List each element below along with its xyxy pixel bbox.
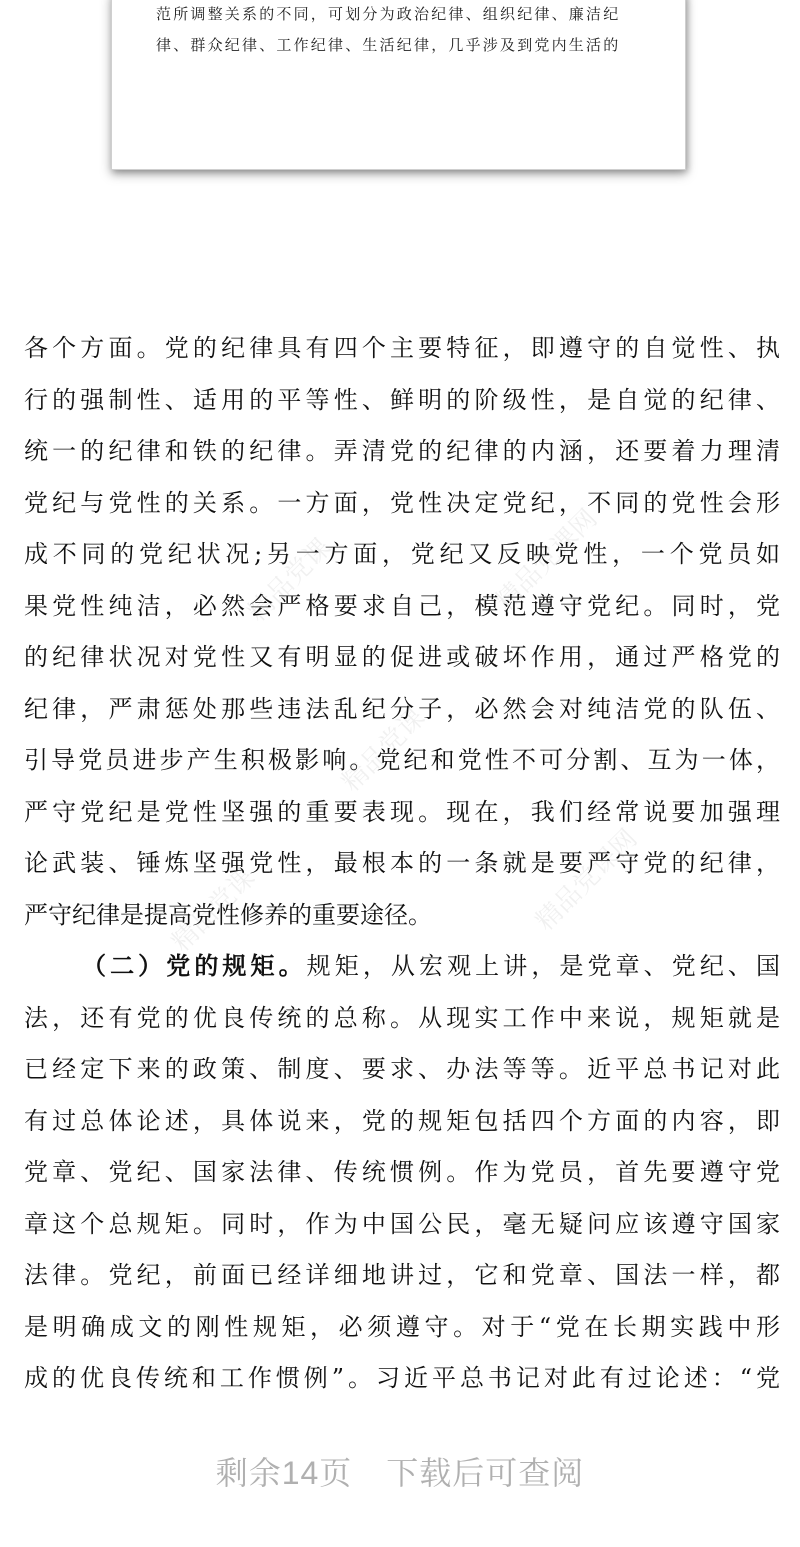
text-line: 是明确成文的刚性规矩，必须遵守。对于“党在长期实践中形 bbox=[24, 1312, 780, 1341]
text-line: 引导党员进步产生积极影响。党纪和党性不可分割、互为一体， bbox=[24, 746, 780, 774]
text-line: 统一的纪律和铁的纪律。弄清党的纪律的内涵，还要着力理清 bbox=[24, 437, 780, 465]
section-heading: （二）党的规矩。 bbox=[82, 951, 307, 980]
watermark: 精品党课网 bbox=[490, 503, 604, 617]
preview-line-2: 律、群众纪律、工作纪律、生活纪律，几乎涉及到党内生活的 bbox=[156, 36, 621, 54]
preview-page-card bbox=[111, 0, 686, 170]
text-line: 的纪律状况对党性又有明显的促进或破坏作用，通过严格党的 bbox=[24, 643, 780, 671]
text-line: 纪律，严肃惩处那些违法乱纪分子，必然会对纯洁党的队伍、 bbox=[24, 694, 780, 723]
text-line: 有过总体论述，具体说来，党的规矩包括四个方面的内容，即 bbox=[24, 1106, 780, 1135]
text-line: 党纪与党性的关系。一方面，党性决定党纪，不同的党性会形 bbox=[24, 488, 780, 517]
watermark: 精品党课 bbox=[336, 702, 432, 798]
section-heading-rest: 规矩，从宏观上讲，是党章、党纪、国 bbox=[306, 952, 781, 980]
text-line: 法律。党纪，前面已经详细地讲过，它和党章、国法一样，都 bbox=[24, 1261, 780, 1289]
text-line: 论武装、锤炼坚强党性，最根本的一条就是要严守党的纪律， bbox=[24, 849, 780, 877]
text-line: 章这个总规矩。同时，作为中国公民，毫无疑问应该遵守国家 bbox=[24, 1209, 780, 1238]
remaining-pages-notice[interactable] bbox=[0, 1448, 800, 1494]
watermark: 精品党课 bbox=[242, 532, 338, 628]
text-line: 成不同的党纪状况;另一方面，党纪又反映党性，一个党员如 bbox=[24, 540, 780, 568]
text-line: 严守纪律是提高党性修养的重要途径。 bbox=[24, 900, 432, 929]
download-to-view-label: 下载后可查阅 bbox=[386, 1455, 585, 1491]
text-line: 各个方面。党的纪律具有四个主要特征，即遵守的自觉性、执 bbox=[24, 334, 780, 362]
text-line: 果党性纯洁，必然会严格要求自己，模范遵守党纪。同时，党 bbox=[24, 591, 780, 620]
remaining-pages-count: 剩余14页 bbox=[215, 1455, 353, 1491]
text-line: 法，还有党的优良传统的总称。从现实工作中来说，规矩就是 bbox=[24, 1003, 780, 1032]
watermark: 精品党课 bbox=[166, 862, 262, 958]
section-heading-line bbox=[24, 948, 780, 1000]
watermark: 精品党课网 bbox=[530, 823, 644, 937]
text-line: 党章、党纪、国家法律、传统惯例。作为党员，首先要遵守党 bbox=[24, 1158, 780, 1186]
text-line: 严守党纪是党性坚强的重要表现。现在，我们经常说要加强理 bbox=[24, 797, 780, 826]
document-body bbox=[24, 330, 780, 1412]
text-line: 行的强制性、适用的平等性、鲜明的阶级性，是自觉的纪律、 bbox=[24, 385, 780, 414]
text-line: 成的优良传统和工作惯例”。习近平总书记对此有过论述：“党 bbox=[24, 1364, 780, 1392]
preview-line-1: 范所调整关系的不同，可划分为政治纪律、组织纪律、廉洁纪 bbox=[156, 5, 621, 23]
text-line: 已经定下来的政策、制度、要求、办法等等。近平总书记对此 bbox=[24, 1055, 780, 1083]
